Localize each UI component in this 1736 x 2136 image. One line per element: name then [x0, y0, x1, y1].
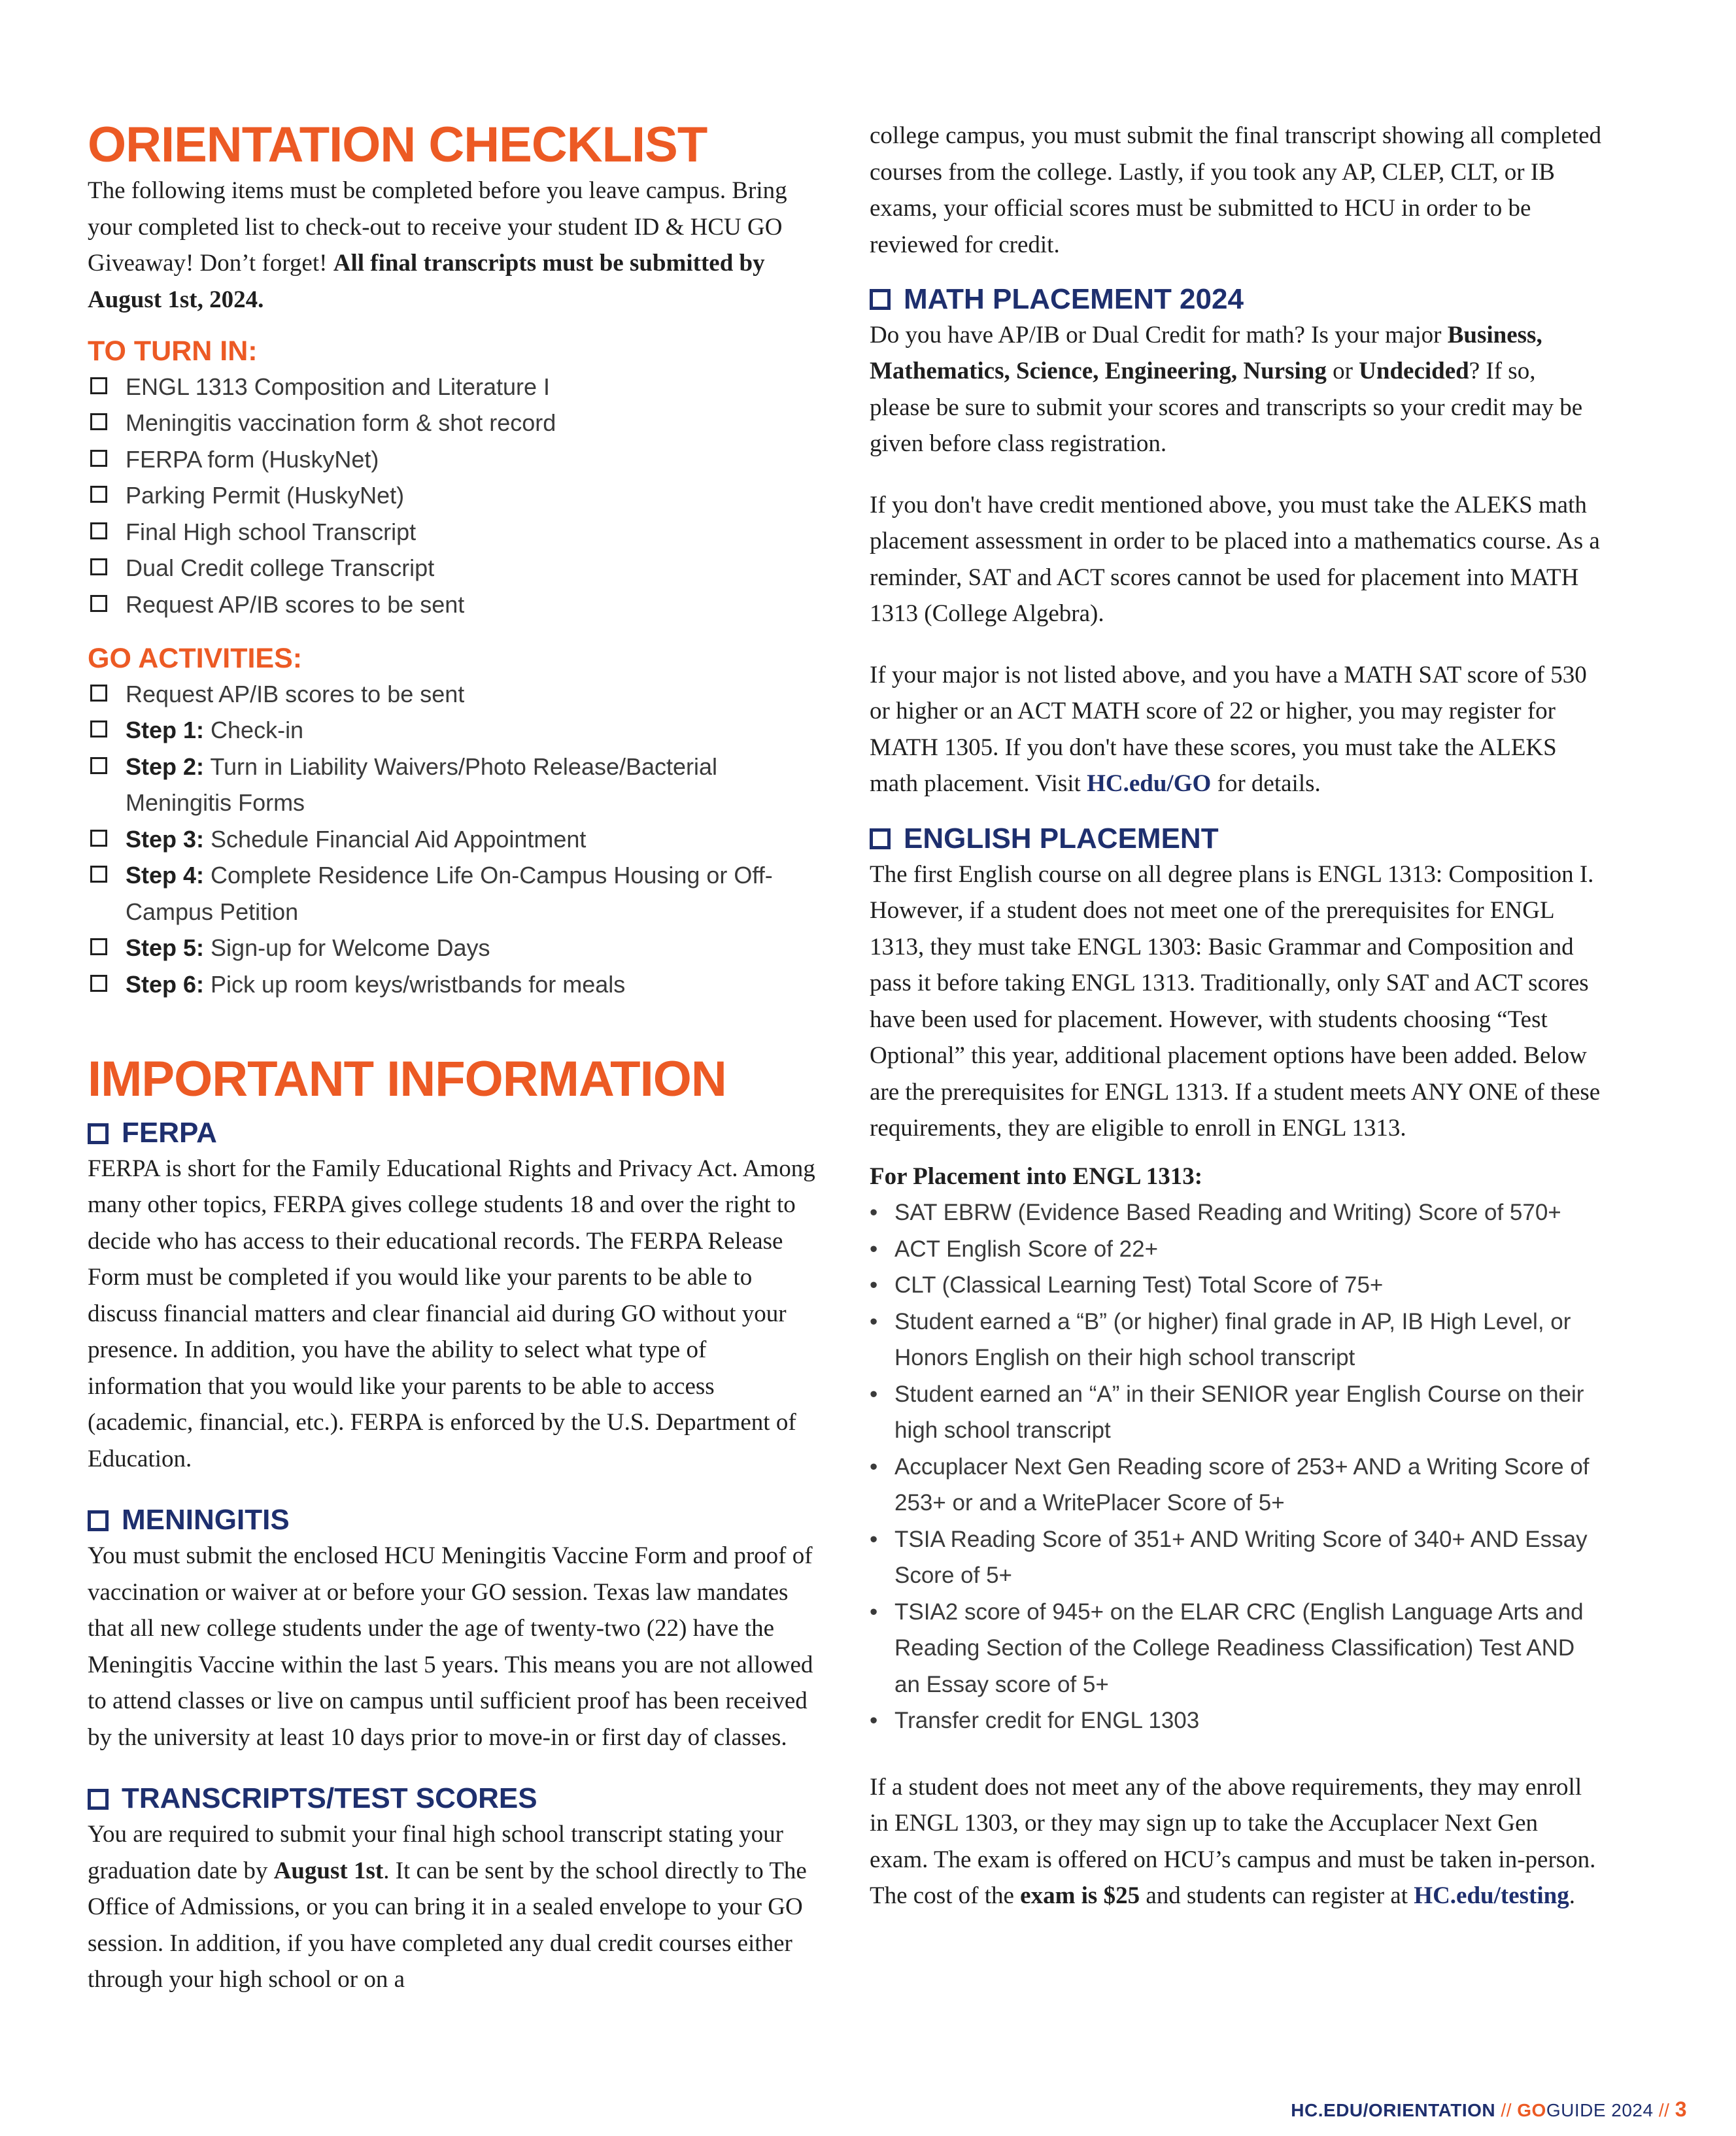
go-step-item[interactable]: Step 2: Turn in Liability Waivers/Photo Release/Bacterial Meningitis Forms [88, 749, 819, 821]
checklist-item[interactable]: Final High school Transcript [88, 514, 819, 551]
placement-list [870, 1195, 1602, 1739]
important-information-title: IMPORTANT INFORMATION [88, 1051, 726, 1108]
math-paragraph-2: If you don't have credit mentioned above, you must take the ALEKS math placement assessment in order to be placed into a mathematics course. As a reminder, SAT and ACT scores cannot be used for placement into MATH 1313 (College Algebra). [870, 491, 1600, 628]
checklist-item[interactable]: Dual Credit college Transcript [88, 550, 819, 586]
go-step-item[interactable]: Step 6: Pick up room keys/wristbands for meals [88, 966, 819, 1003]
placement-criterion: • CLT (Classical Learning Test) Total Score of 75+ [870, 1267, 1602, 1304]
meningitis-body: You must submit the enclosed HCU Meningitis Vaccine Form and proof of vaccination or waiver at or before your GO session. Texas law mandates that all new college students under the age of twenty-two (22) have the Meningitis Vaccine within the last 5 years. This means you are not allowed to attend classes or live on campus until sufficient proof has been received by the university at least 10 days prior to move-in or first day of classes. [88, 1542, 813, 1751]
checkbox-icon[interactable] [870, 289, 891, 310]
placement-criterion: • ACT English Score of 22+ [870, 1231, 1602, 1268]
checkbox-icon[interactable] [90, 866, 107, 883]
checkbox-icon[interactable] [90, 975, 107, 992]
transcripts-heading: TRANSCRIPTS/TEST SCORES [88, 1782, 819, 1816]
placement-criterion: • Student earned a “B” (or higher) final grade in AP, IB High Level, or Honors English on their high school transcript [870, 1304, 1602, 1376]
checkbox-icon[interactable] [90, 938, 107, 955]
footer-go: GO [1517, 2100, 1546, 2120]
math-paragraph-1: Do you have AP/IB or Dual Credit for math? Is your major Business, Mathematics, Science, Engineering, Nursing or Undecided? If so, please be sure to submit your scores and transcripts so your credit may be given before class registration. [870, 321, 1583, 458]
checklist-item[interactable]: FERPA form (HuskyNet) [88, 441, 819, 478]
go-step-item[interactable]: Step 4: Complete Residence Life On-Campus Housing or Off-Campus Petition [88, 857, 819, 930]
checkbox-icon[interactable] [870, 828, 891, 849]
checkbox-icon[interactable] [88, 1789, 109, 1810]
meningitis-heading: MENINGITIS [88, 1503, 819, 1538]
checklist-item[interactable]: Request AP/IB scores to be sent [88, 586, 819, 623]
testing-link[interactable]: HC.edu/testing [1414, 1882, 1569, 1910]
checkbox-icon[interactable] [90, 595, 107, 612]
orientation-checklist-title: ORIENTATION CHECKLIST [88, 117, 707, 173]
checklist-item[interactable]: Parking Permit (HuskyNet) [88, 477, 819, 514]
checklist-item[interactable]: Request AP/IB scores to be sent [88, 676, 819, 713]
placement-criterion: • TSIA2 score of 945+ on the ELAR CRC (English Language Arts and Reading Section of the College Readiness Classification) Test AND an Essay score of 5+ [870, 1594, 1602, 1703]
placement-criterion: • SAT EBRW (Evidence Based Reading and Writing) Score of 570+ [870, 1195, 1602, 1231]
transcript-deadline: All final transcripts must be submitted by August 1st, 2024. [88, 250, 765, 313]
go-step-item[interactable]: Step 5: Sign-up for Welcome Days [88, 930, 819, 966]
turn-in-list [88, 369, 819, 623]
go-activities-list [88, 676, 819, 713]
english-paragraph-2: If a student does not meet any of the above requirements, they may enroll in ENGL 1303, or they may sign up to take the Accuplacer Next Gen exam. The exam is offered on HCU’s campus and must be taken in-person. The cost of the exam is $25 and students can register at HC.edu/testing. [870, 1773, 1596, 1910]
checkbox-icon[interactable] [90, 522, 107, 539]
go-activities-heading: GO ACTIVITIES: [88, 643, 303, 675]
page-footer: HC.EDU/ORIENTATION // GOGUIDE 2024 // 3 [1291, 2097, 1687, 2121]
ferpa-heading: FERPA [88, 1116, 819, 1151]
transcripts-body: You are required to submit your final high school transcript stating your graduation date by August 1st. It can be sent by the school directly to The Office of Admissions, or you can bring it in a sealed envelope to your GO session. In addition, if you have completed any dual credit courses either through your high school or on a [88, 1821, 807, 1993]
math-placement-heading: MATH PLACEMENT 2024 [870, 282, 1602, 317]
checkbox-icon[interactable] [88, 1510, 109, 1531]
checklist-item[interactable]: ENGL 1313 Composition and Literature I [88, 369, 819, 405]
go-steps-list [88, 712, 819, 1002]
right-column [870, 118, 1602, 1914]
checkbox-icon[interactable] [90, 720, 107, 737]
checkbox-icon[interactable] [90, 377, 107, 394]
left-column [88, 111, 819, 1998]
go-link[interactable]: HC.edu/GO [1087, 770, 1212, 798]
placement-criterion: • TSIA Reading Score of 351+ AND Writing Score of 340+ AND Essay Score of 5+ [870, 1521, 1602, 1594]
checkbox-icon[interactable] [90, 486, 107, 503]
placement-criterion: • Transfer credit for ENGL 1303 [870, 1703, 1602, 1739]
math-paragraph-3: If your major is not listed above, and you have a MATH SAT score of 530 or higher or an ACT MATH score of 22 or higher, you may register for MATH 1305. If you don't have these scores, you must take the ALEKS math placement. Visit HC.edu/GO for details. [870, 661, 1587, 798]
checklist-intro: The following items must be completed before you leave campus. Bring your completed list to check-out to receive your student ID & HCU GO Giveaway! Don’t forget! All final transcripts must be submitted by August 1st, 2024. [88, 177, 787, 313]
checkbox-icon[interactable] [90, 757, 107, 774]
go-step-item[interactable]: Step 1: Check-in [88, 712, 819, 749]
placement-criterion: • Accuplacer Next Gen Reading score of 253+ AND a Writing Score of 253+ or and a WritePlacer Score of 5+ [870, 1449, 1602, 1521]
english-placement-heading: ENGLISH PLACEMENT [870, 822, 1602, 856]
checkbox-icon[interactable] [90, 558, 107, 575]
page-number: 3 [1675, 2097, 1687, 2121]
checkbox-icon[interactable] [88, 1123, 109, 1144]
go-step-item[interactable]: Step 3: Schedule Financial Aid Appointment [88, 821, 819, 858]
transcripts-continued: college campus, you must submit the final transcript showing all completed courses from the college. Lastly, if you took any AP, CLEP, CLT, or IB exams, your official scores must be submitted to HCU in order to be reviewed for credit. [870, 122, 1602, 258]
turn-in-heading: TO TURN IN: [88, 335, 258, 367]
footer-guide: GUIDE 2024 [1546, 2100, 1654, 2120]
ferpa-body: FERPA is short for the Family Educational Rights and Privacy Act. Among many other topics, FERPA gives college students 18 and over the right to decide who has access to their educational records. The FERPA Release Form must be completed if you would like your parents to be able to discuss financial matters and clear financial aid during GO without your presence. In addition, you have the ability to select what type of information that you would like your parents to be able to access (academic, financial, etc.). FERPA is enforced by the U.S. Department of Education. [88, 1155, 815, 1472]
placement-heading: For Placement into ENGL 1313: [870, 1162, 1203, 1190]
checklist-item[interactable]: Meningitis vaccination form & shot record [88, 405, 819, 441]
footer-site: HC.EDU/ORIENTATION [1291, 2100, 1496, 2120]
checkbox-icon[interactable] [90, 450, 107, 467]
placement-criterion: • Student earned an “A” in their SENIOR year English Course on their high school transcript [870, 1376, 1602, 1449]
english-paragraph-1: The first English course on all degree plans is ENGL 1313: Composition I. However, if a student does not meet one of the prerequisites for ENGL 1313, they must take ENGL 1303: Basic Grammar and Composition and pass it before taking ENGL 1313. Traditionally, only SAT and ACT scores have been used for placement. However, with students choosing “Test Optional” this year, additional placement options have been added. Below are the prerequisites for ENGL 1313. If a student meets ANY ONE of these requirements, they are eligible to enroll in ENGL 1313. [870, 860, 1601, 1142]
checkbox-icon[interactable] [90, 685, 107, 702]
checkbox-icon[interactable] [90, 413, 107, 430]
checkbox-icon[interactable] [90, 830, 107, 847]
